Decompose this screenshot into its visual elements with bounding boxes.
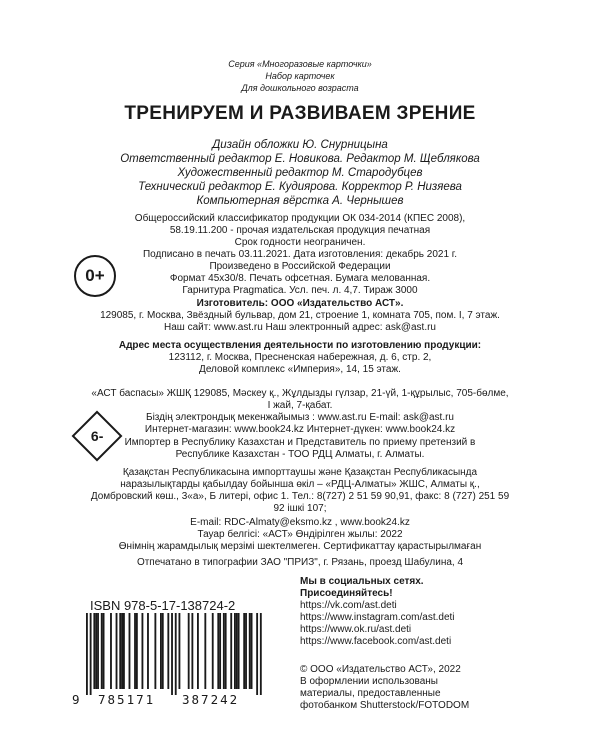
social-link-facebook[interactable]: https://www.facebook.com/ast.deti: [300, 636, 452, 647]
manufacturer-heading: Изготовитель: ООО «Издательство АСТ».: [196, 298, 404, 309]
barcode-bar: [116, 613, 118, 689]
barcode-digit-first: 9: [72, 692, 82, 707]
barcode-bar: [223, 613, 225, 689]
barcode-bar: [167, 613, 169, 689]
copyright-line: © ООО «Издательство АСТ», 2022: [300, 664, 461, 675]
kz-line: Импортер в Республику Казахстан и Представитель по приему претензий в: [124, 437, 476, 448]
social-link-vk[interactable]: https://vk.com/ast.deti: [300, 600, 397, 611]
barcode-bar: [119, 613, 121, 689]
printed-by: Отпечатано в типографии ЗАО "ПРИЗ", г. Рязань, проезд Шабулина, 4: [136, 557, 464, 568]
age-rating-label: 0+: [85, 266, 105, 285]
barcode-bar: [95, 613, 97, 689]
barcode-bar: [234, 613, 236, 689]
barcode-bar: [191, 613, 193, 689]
barcode-bar: [197, 613, 199, 689]
production-heading: Адрес места осуществления деятельности по изготовлению продукции:: [118, 340, 482, 351]
classifier-line: Гарнитура Pragmatica. Усл. печ. л. 4,7. Тираж 3000: [182, 285, 418, 296]
barcode-bar: [147, 613, 149, 689]
set-line: Набор карточек: [265, 71, 335, 81]
barcode-bar: [160, 613, 162, 689]
barcode-bar: [101, 613, 103, 689]
classifier-line: Общероссийский классификатор продукции ОК 034-2014 (КПЕС 2008),: [134, 213, 466, 224]
kz-line: Интернет-магазин: www.book24.kz Интернет-дүкен: www.book24.kz: [144, 424, 456, 435]
barcode-digits-right: 387242: [182, 692, 240, 707]
production-line: Деловой комплекс «Империя», 14, 15 этаж.: [199, 364, 401, 375]
kz-line: Республике Казахстан - ТОО РДЦ Алматы, г. Алматы.: [175, 449, 425, 460]
barcode-bar: [251, 613, 253, 689]
barcode-bar: [179, 613, 181, 689]
barcode-bar: [136, 613, 138, 689]
kz-line: «АСТ баспасы» ЖШҚ 129085, Мәскеу қ., Жұлдызды гүлзар, 21-үй, 1-құрылыс, 705-бөлме,: [91, 388, 509, 399]
barcode-bar: [249, 613, 251, 689]
barcode-bar: [175, 613, 177, 695]
credit-line: Ответственный редактор Е. Новикова. Редактор М. Щеблякова: [120, 153, 480, 165]
barcode-bar: [225, 613, 227, 689]
barcode-digits-left: 785171: [98, 692, 156, 707]
barcode-bar: [123, 613, 125, 689]
kz-line: E-mail: RDC-Almaty@eksmo.kz , www.book24.kz: [190, 517, 410, 528]
social-link-ok[interactable]: https://www.ok.ru/ast.deti: [300, 624, 412, 635]
barcode-bar: [121, 613, 123, 689]
production-line: 123112, г. Москва, Пресненская набережная, д. 6, стр. 2,: [168, 352, 432, 363]
manufacturer-address: 129085, г. Москва, Звёздный бульвар, дом 21, строение 1, комната 705, пом. I, 7 этаж.: [100, 310, 500, 321]
age-rating-badge: [74, 255, 116, 297]
copyright-line: В оформлении использованы: [300, 676, 438, 687]
manufacturer-contacts: Наш сайт: www.ast.ru Наш электронный адрес: ask@ast.ru: [164, 322, 436, 333]
barcode-bar: [154, 613, 156, 689]
barcode-bar: [171, 613, 173, 695]
age-rating-kz-label: 6-: [90, 427, 104, 444]
barcode-bar: [230, 613, 232, 689]
barcode-bar: [162, 613, 164, 689]
barcode-bar: [260, 613, 262, 695]
barcode: [86, 613, 272, 695]
classifier-line: Подписано в печать 03.11.2021. Дата изготовления: декабрь 2021 г.: [142, 249, 458, 260]
social-heading: Присоединяйтесь!: [300, 588, 393, 599]
barcode-bar: [134, 613, 136, 689]
kz-line: I жай, 7-қабат.: [267, 400, 333, 411]
barcode-bar: [129, 613, 131, 689]
kz-line: Домбровский көш., 3«а», Б литері, офис 1. Тел.: 8(727) 2 51 59 90,91, факс: 8 (727) 251 59: [90, 491, 510, 502]
kz-line: Біздің электрондық мекенжайымыз : www.ast.ru E-mail: ask@ast.ru: [146, 412, 454, 423]
book-title: ТРЕНИРУЕМ И РАЗВИВАЕМ ЗРЕНИЕ: [124, 103, 476, 124]
barcode-bar: [238, 613, 240, 689]
kz-line: Өнімнің жарамдылық мерзімі шектелмеген. Сертификаттау қарастырылмаған: [118, 541, 482, 552]
kz-line: 92 ішкі 107;: [273, 503, 327, 514]
barcode-bar: [188, 613, 190, 689]
copyright-line: фотобанком Shutterstock/FOTODOM: [300, 700, 470, 711]
classifier-line: 58.19.11.200 - прочая издательская продукция печатная: [169, 225, 431, 236]
barcode-bar: [243, 613, 245, 689]
kz-line: Қазақстан Республикасына импорттаушы және Қазақстан Республикасында: [122, 467, 478, 478]
barcode-bar: [110, 613, 112, 689]
credit-line: Художественный редактор М. Стародубцев: [177, 167, 423, 179]
barcode-bar: [103, 613, 105, 689]
audience-line: Для дошкольного возраста: [241, 83, 359, 93]
barcode-bar: [217, 613, 219, 689]
credit-line: Компьютерная вёрстка А. Чернышев: [196, 195, 404, 207]
classifier-line: Произведено в Российской Федерации: [209, 261, 391, 272]
barcode-bar: [204, 613, 206, 689]
social-heading: Мы в социальных сетях.: [300, 576, 424, 587]
copyright-line: материалы, предоставленные: [300, 688, 441, 699]
barcode-bar: [97, 613, 99, 689]
classifier-line: Срок годности неограничен.: [234, 237, 366, 248]
barcode-bar: [236, 613, 238, 689]
barcode-bar: [90, 613, 92, 695]
barcode-bar: [142, 613, 144, 689]
isbn-label: ISBN 978-5-17-138724-2: [90, 598, 236, 613]
barcode-bar: [93, 613, 95, 689]
kz-line: Тауар белгісі: «АСТ» Өндірілген жылы: 2022: [197, 529, 403, 540]
barcode-bar: [256, 613, 258, 695]
kz-line: наразылықтарды қабылдау бойынша өкіл – «РДЦ-Алматы» ЖШС, Алматы қ.,: [120, 479, 480, 490]
barcode-bar: [212, 613, 214, 689]
credit-line: Дизайн обложки Ю. Снурницына: [212, 139, 388, 151]
series-line: Серия «Многоразовые карточки»: [228, 59, 372, 69]
barcode-bar: [219, 613, 221, 689]
barcode-bar: [245, 613, 247, 689]
barcode-bar: [86, 613, 88, 695]
credit-line: Технический редактор Е. Кудиярова. Корректор Р. Низяева: [138, 181, 462, 193]
social-link-instagram[interactable]: https://www.instagram.com/ast.deti: [300, 612, 455, 623]
classifier-line: Формат 45x30/8. Печать офсетная. Бумага мелованная.: [169, 273, 431, 284]
